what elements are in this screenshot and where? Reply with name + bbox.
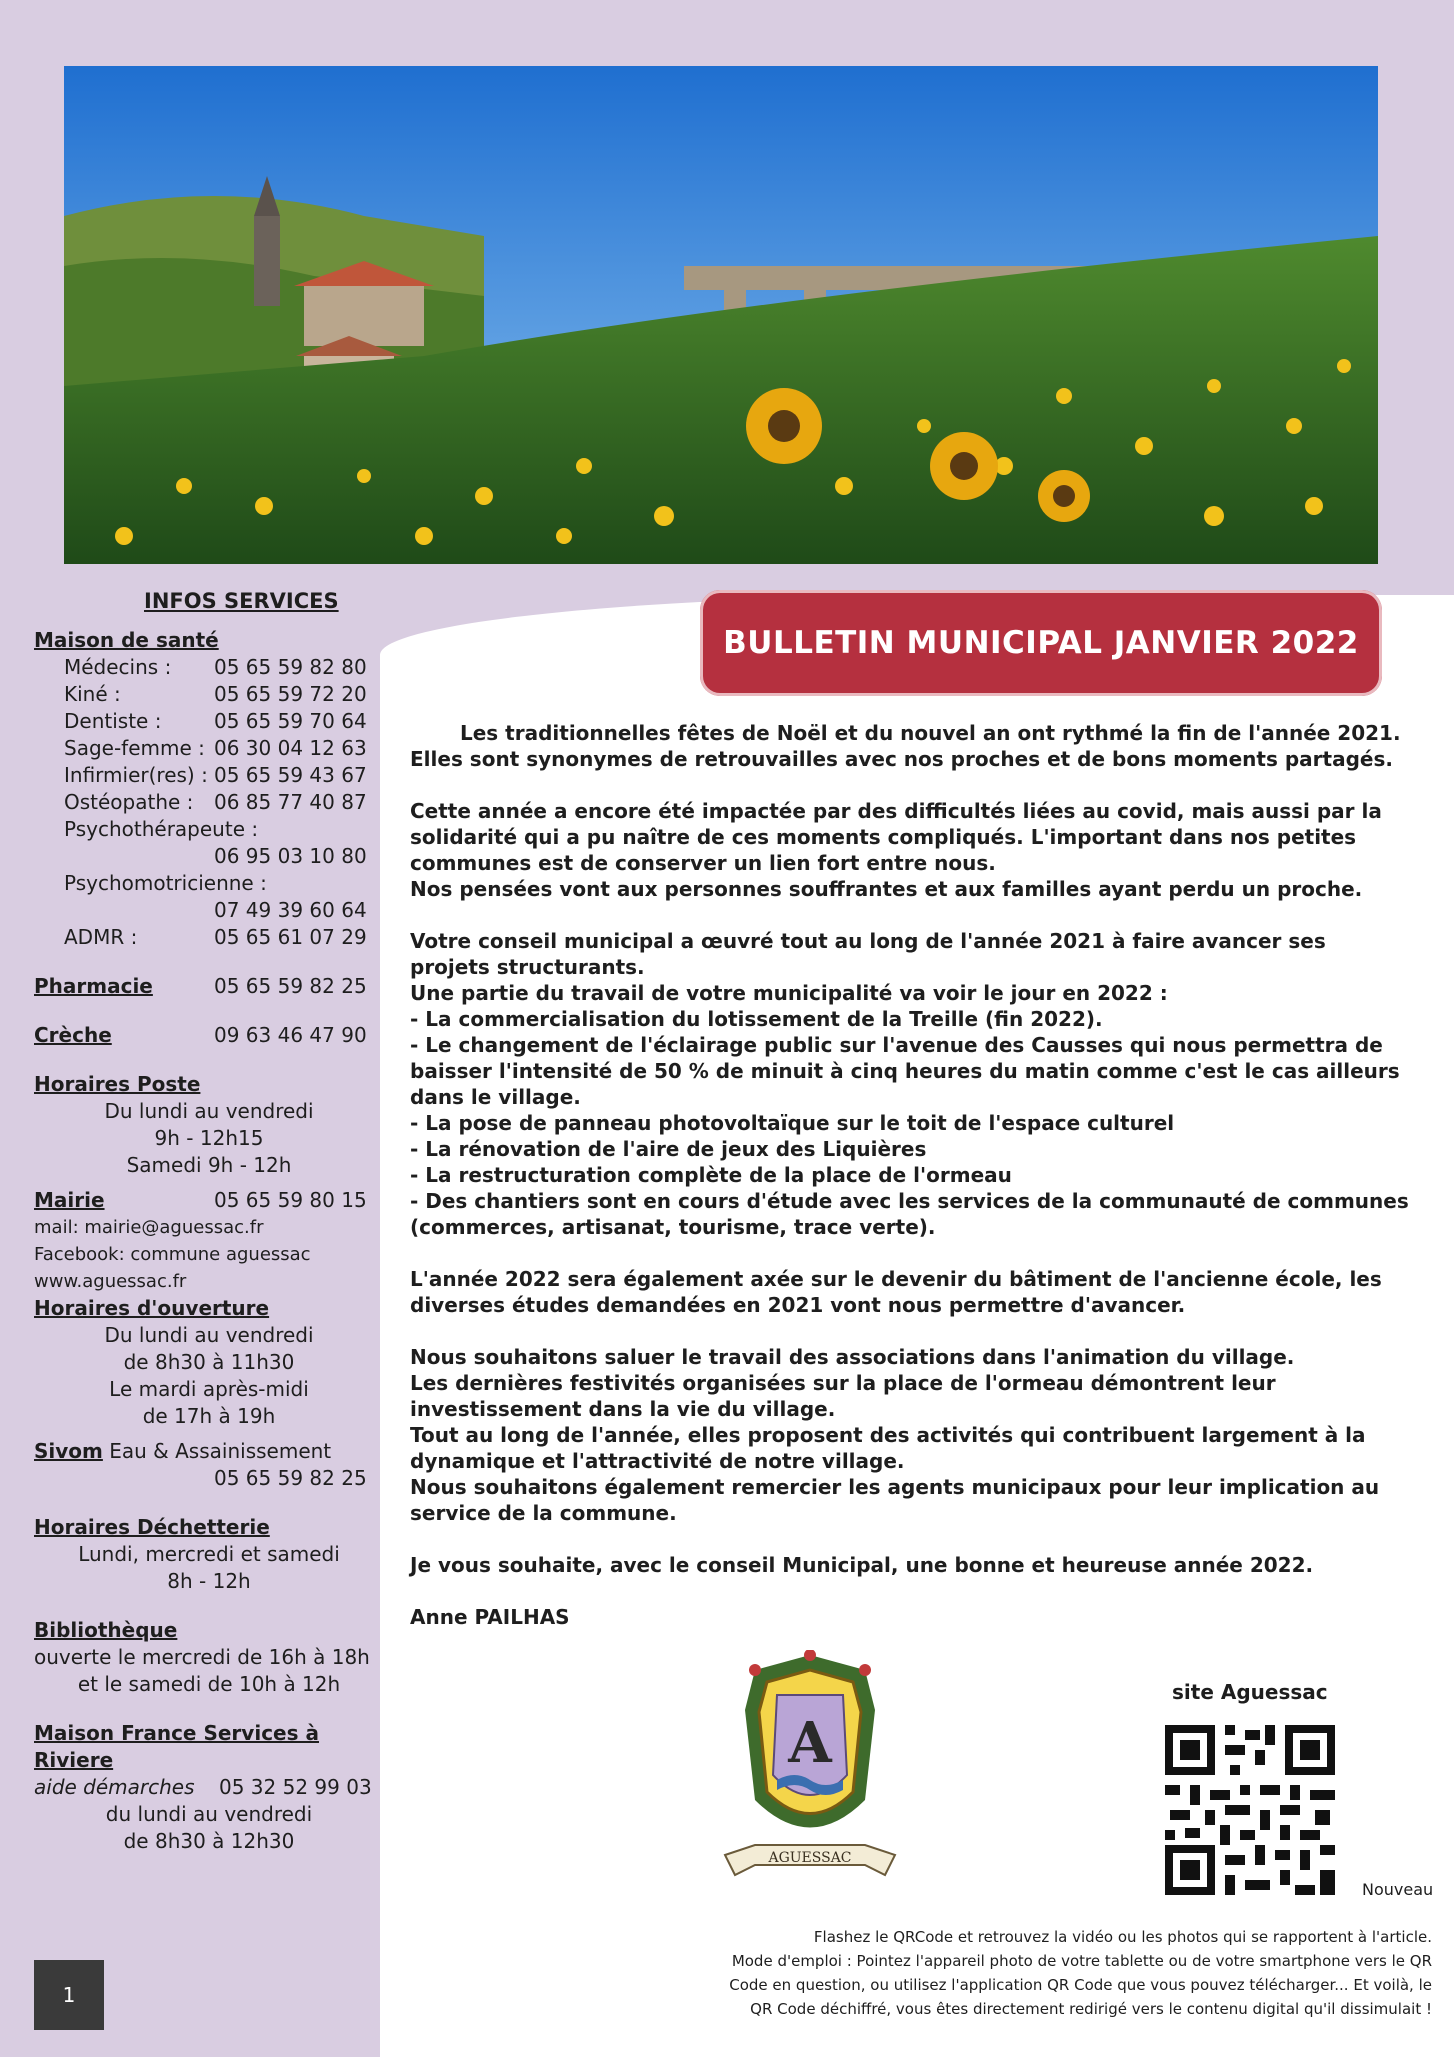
mfs-title: Maison France Services à Riviere bbox=[34, 1721, 319, 1772]
bulletin-title-banner: BULLETIN MUNICIPAL JANVIER 2022 bbox=[700, 590, 1382, 696]
crest-letter: A bbox=[788, 1710, 832, 1776]
article-signature: Anne PAILHAS bbox=[410, 1605, 570, 1629]
project-item: - La pose de panneau photovoltaïque sur le toit de l'espace culturel bbox=[410, 1111, 1175, 1135]
mairie-mail: mail: mairie@aguessac.fr bbox=[34, 1217, 264, 1238]
article-p1b: Elles sont synonymes de retrouvailles avec nos proches et de bons moments partagés. bbox=[410, 747, 1393, 771]
ouverture-title: Horaires d'ouverture bbox=[34, 1296, 270, 1320]
qr-code-icon[interactable] bbox=[1160, 1720, 1340, 1900]
project-item: - La rénovation de l'aire de jeux des Liquières bbox=[410, 1137, 927, 1161]
health-row: Kiné : 05 65 59 72 20 bbox=[64, 682, 367, 706]
project-item: - La restructuration complète de la place de l'ormeau bbox=[410, 1163, 1012, 1187]
article-p5d: Nous souhaitons également remercier les agents municipaux pour leur implication au service de la commune. bbox=[410, 1475, 1380, 1525]
health-row: ADMR : 05 65 61 07 29 bbox=[64, 925, 367, 949]
infos-heading: INFOS SERVICES bbox=[144, 589, 339, 613]
article-p4: L'année 2022 sera également axée sur le devenir du bâtiment de l'ancienne école, les diverses études demandées en 2021 vont nous permettre d'avancer. bbox=[410, 1267, 1382, 1317]
qr-new-label: Nouveau bbox=[1362, 1880, 1434, 1899]
mairie-row: Mairie 05 65 59 80 15 bbox=[34, 1188, 367, 1212]
maison-sante-title: Maison de santé bbox=[34, 628, 219, 652]
article-p5b: Les dernières festivités organisées sur la place de l'ormeau démontrent leur investissement dans la vie du village. bbox=[410, 1371, 1276, 1421]
article-p5c: Tout au long de l'année, elles proposent des activités qui contribuent largement à la dynamique et l'attractivité de notre village. bbox=[410, 1423, 1366, 1473]
editorial-article bbox=[410, 720, 1410, 1656]
article-p3: Votre conseil municipal a œuvré tout au long de l'année 2021 à faire avancer ses projets structurants. bbox=[410, 929, 1326, 979]
decheterie-title: Horaires Déchetterie bbox=[34, 1515, 270, 1539]
health-row: Médecins : 05 65 59 82 80 bbox=[64, 655, 367, 679]
header-photo bbox=[64, 66, 1378, 564]
article-p3b: Une partie du travail de votre municipalité va voir le jour en 2022 : bbox=[410, 981, 1168, 1005]
mfs-row: aide démarches 05 32 52 99 03 bbox=[34, 1775, 372, 1799]
project-item: - Des chantiers sont en cours d'étude avec les services de la communauté de communes (commerces, artisanat, tourisme, trace verte). bbox=[410, 1189, 1409, 1239]
project-item: - Le changement de l'éclairage public sur l'avenue des Causses qui nous permettra de baisser l'intensité de 50 % de minuit à cinq heures du matin comme c'est le cas ailleurs dans le village. bbox=[410, 1033, 1400, 1109]
health-row: Psychothérapeute : bbox=[64, 817, 259, 841]
infos-services-sidebar: INFOS SERVICES Maison de santé Médecins : 05 65 59 82 80 Kiné : 05 65 59 72 20 Dentiste : 05 65 59 70 64 Sage-femme : 06 30 04 12 63 Infirmier(res) : 05 65 59 43 67 Ostéopathe : 06 85 77 40 87 Psychothérapeute : 06 95 03 10 80 Psychomotricienne : 07 49 39 60 64 ADMR : 05 65 61 07 29 Pharmacie 05 65 59 82 25 Crèche 09 63 46 47 90 Horaires Poste Du lundi au vendredi 9h - 12h15 Samedi 9h - 12h Mairie 05 65 59 80 15 mail: mairie@aguessac.fr Facebook: commune aguessac www.aguessac.fr Horaires d'ouverture Du lundi au vendredi de 8h30 à 11h30 Le mardi après-midi de 17h à 19h Sivom Eau & Assainissement 05 65 59 82 25 Horaires Déchetterie Lundi, mercredi et samedi 8h - 12h Bibliothèque ouverte le mercredi de 16h à 18h et le samedi de 10h à 12h Maison France Services à Riviere aide démarches 05 32 52 99 03 du lundi au vendredi de 8h30 à 12h30 bbox=[34, 588, 384, 1855]
aguessac-crest bbox=[715, 1650, 905, 1890]
article-p2: Cette année a encore été impactée par des difficultés liées au covid, mais aussi par la solidarité qui a pu naître de ces moments compliqués. L'important dans nos petites communes est de conserver un lien fort entre nous. bbox=[410, 799, 1382, 875]
health-row-phone: 06 95 03 10 80 bbox=[214, 844, 367, 868]
bibliotheque-title: Bibliothèque bbox=[34, 1618, 178, 1642]
article-p2b: Nos pensées vont aux personnes souffrantes et aux familles ayant perdu un proche. bbox=[410, 877, 1363, 901]
crest-ribbon: AGUESSAC bbox=[768, 1850, 852, 1866]
mairie-facebook: Facebook: commune aguessac bbox=[34, 1244, 311, 1265]
creche-row: Crèche 09 63 46 47 90 bbox=[34, 1023, 367, 1047]
health-row: Dentiste : 05 65 59 70 64 bbox=[64, 709, 367, 733]
health-list bbox=[34, 654, 384, 951]
poste-title: Horaires Poste bbox=[34, 1072, 201, 1096]
article-p5a: Nous souhaitons saluer le travail des associations dans l'animation du village. bbox=[410, 1345, 1295, 1369]
sivom-row: Sivom Eau & Assainissement bbox=[34, 1439, 332, 1463]
page-number: 1 bbox=[34, 1960, 104, 2030]
pharmacie-row: Pharmacie 05 65 59 82 25 bbox=[34, 974, 367, 998]
health-row: Infirmier(res) : 05 65 59 43 67 bbox=[64, 763, 367, 787]
mairie-web: www.aguessac.fr bbox=[34, 1271, 187, 1292]
project-item: - La commercialisation du lotissement de la Treille (fin 2022). bbox=[410, 1007, 1103, 1031]
article-p6: Je vous souhaite, avec le conseil Municipal, une bonne et heureuse année 2022. bbox=[410, 1553, 1314, 1577]
qr-title: site Aguessac bbox=[1172, 1680, 1328, 1704]
health-row: Ostéopathe : 06 85 77 40 87 bbox=[64, 790, 367, 814]
article-p1a: Les traditionnelles fêtes de Noël et du nouvel an ont rythmé la fin de l'année 2021. bbox=[460, 721, 1401, 745]
qr-instructions: Flashez le QRCode et retrouvez la vidéo ou les photos qui se rapportent à l'article. Mode d'emploi : Pointez l'appareil photo de votre tablette ou de votre smartphone vers le QR Code en question, ou utilisez l'application QR Code que vous pouvez télécharger... Et voilà, le QR Code déchiffré, vous êtes directement redirigé vers le contenu digital qu'il dissimulait ! bbox=[729, 1928, 1432, 2018]
health-row: Sage-femme : 06 30 04 12 63 bbox=[64, 736, 367, 760]
health-row: Psychomotricienne : bbox=[64, 871, 267, 895]
health-row-phone: 07 49 39 60 64 bbox=[214, 898, 367, 922]
